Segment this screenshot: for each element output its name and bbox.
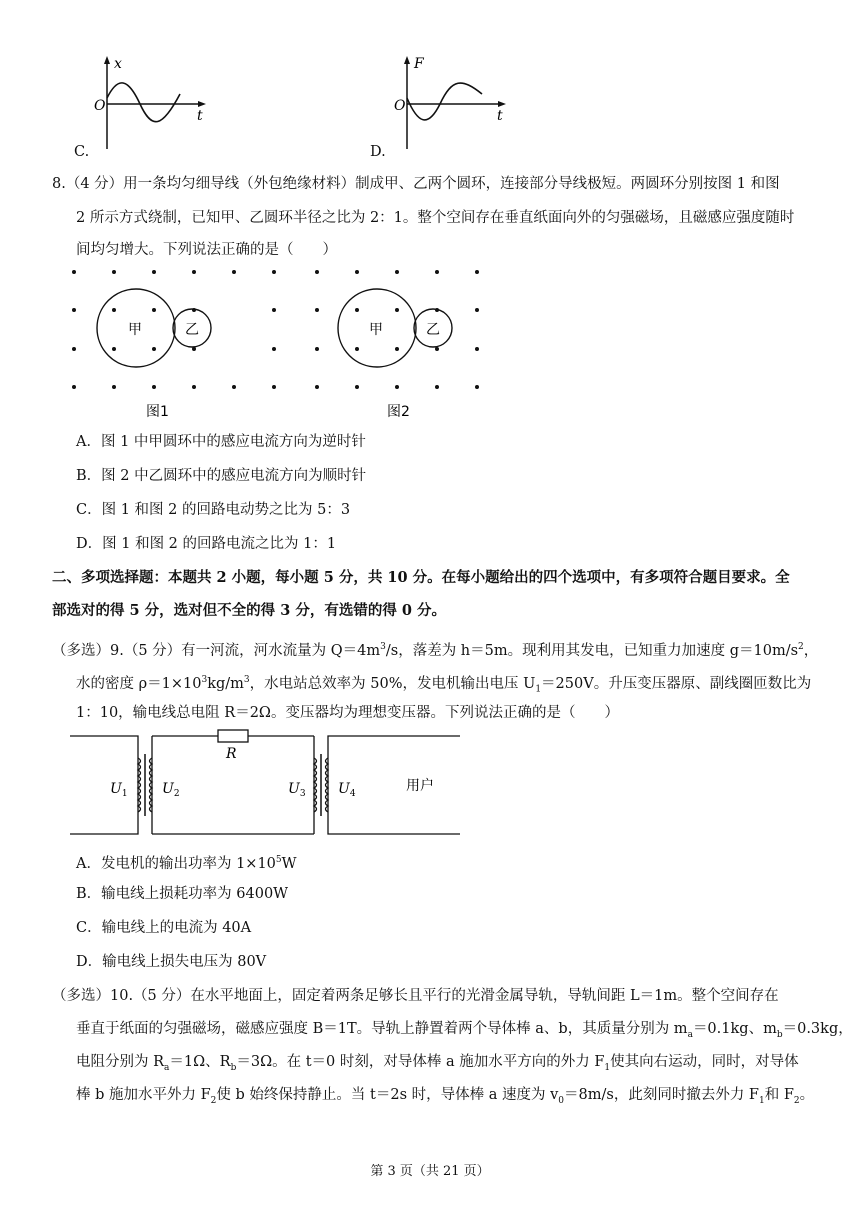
section2-line-2: 部选对的得 5 分，选对但不全的得 3 分，有选错的得 0 分。	[52, 602, 447, 619]
graph-d-origin: O	[394, 98, 406, 114]
q8-line-2: 2 所示方式绕制，已知甲、乙圆环半径之比为 2：1。整个空间存在垂直纸面向外的匀强磁场，且磁感应强度随时	[76, 210, 795, 226]
q8-option-d: D．图 1 和图 2 的回路电流之比为 1：1	[76, 536, 337, 552]
graph-c-y-label: x	[114, 56, 122, 72]
fig2-caption: 图2	[387, 404, 410, 420]
option-d-label: D.	[370, 144, 386, 160]
q9-option-d: D．输电线上损失电压为 80V	[76, 954, 267, 970]
q10-line-3: 电阻分别为 $R_a=1\Omega$、$R_b=3\Omega$。在 t＝0 时刻，对导体棒 a 施加水平方向的外力 $F_1$使其向右运动，同时，对导体	[76, 1054, 799, 1073]
q9-line-3: 1：10，输电线总电阻 R＝2Ω。变压器均为理想变压器。下列说法正确的是（ ）	[76, 705, 619, 721]
u2-label: $U_2$	[162, 781, 180, 799]
q10-line-4: 棒 b 施加水平外力 $F_2$使 b 始终保持静止。当 t＝2s 时，导体棒 a 速度为 $v_0=8m/s$，此刻同时撤去外力 $F_1$和 $F_2$。	[76, 1087, 815, 1106]
q9-circuit	[70, 728, 460, 840]
u3-label: $U_3$	[288, 781, 306, 799]
fig1-big-ring-label: 甲	[128, 322, 142, 338]
page-footer: 第 3 页（共 21 页）	[370, 1164, 490, 1179]
option-c-label: C.	[74, 144, 90, 160]
graph-d	[370, 54, 520, 154]
q8-line-3: 间均匀增大。下列说法正确的是（ ）	[76, 242, 337, 258]
graph-c-origin: O	[94, 98, 106, 114]
fig1-small-ring-label: 乙	[185, 322, 199, 338]
section2-line-1: 二、多项选择题：本题共 2 小题，每小题 5 分，共 10 分。在每小题给出的四个选项中，有多项符合题目要求。全	[52, 569, 790, 586]
fig1-caption: 图1	[146, 404, 169, 420]
q10-line-2: 垂直于纸面的匀强磁场，磁感应强度 B＝1T。导轨上静置着两个导体棒 a、b，其质量分别为 $m_a=0.1kg$、$m_b=0.3kg$，	[76, 1021, 853, 1040]
q9-option-b: B．输电线上损耗功率为 6400W	[76, 886, 289, 902]
fig2-big-ring-label: 甲	[369, 322, 383, 338]
q9-line-2: 水的密度 $\rho=1\times 10^3kg/m^3$，水电站总效率为 50%，发电机输出电压 $U_1=250V$。升压变压器原、副线圈匝数比为	[76, 675, 812, 695]
u1-label: $U_1$	[110, 781, 128, 799]
q9-option-a: A．发电机的输出功率为 $1\times 10^5W$	[76, 855, 297, 872]
q8-figure	[60, 262, 500, 424]
q8-line-1: 8.（4 分）用一条均匀细导线（外包绝缘材料）制成甲、乙两个圆环，连接部分导线极短。两圆环分别按图 1 和图	[52, 176, 780, 192]
u4-label: $U_4$	[338, 781, 356, 799]
q8-option-a: A．图 1 中甲圆环中的感应电流方向为逆时针	[76, 434, 366, 450]
user-label: 用户	[406, 778, 434, 794]
q10-line-1: （多选）10.（5 分）在水平地面上，固定着两条足够长且平行的光滑金属导轨，导轨间距 L＝1m。整个空间存在	[52, 988, 779, 1004]
graph-c-x-label: t	[197, 108, 203, 124]
resistor-label: R	[226, 746, 237, 762]
graph-c	[70, 54, 220, 154]
q9-line-1: （多选）9.（5 分）有一河流，河水流量为 $Q=4m^3/s$，落差为 h＝5m。现利用其发电，已知重力加速度 $g=10m/s^2$，	[52, 642, 819, 659]
q8-option-b: B．图 2 中乙圆环中的感应电流方向为顺时针	[76, 468, 367, 484]
graph-d-y-label: F	[414, 56, 424, 72]
graph-d-x-label: t	[497, 108, 503, 124]
fig2-small-ring-label: 乙	[426, 322, 440, 338]
q9-option-c: C．输电线上的电流为 40A	[76, 920, 252, 936]
q8-option-c: C．图 1 和图 2 的回路电动势之比为 5：3	[76, 502, 351, 518]
